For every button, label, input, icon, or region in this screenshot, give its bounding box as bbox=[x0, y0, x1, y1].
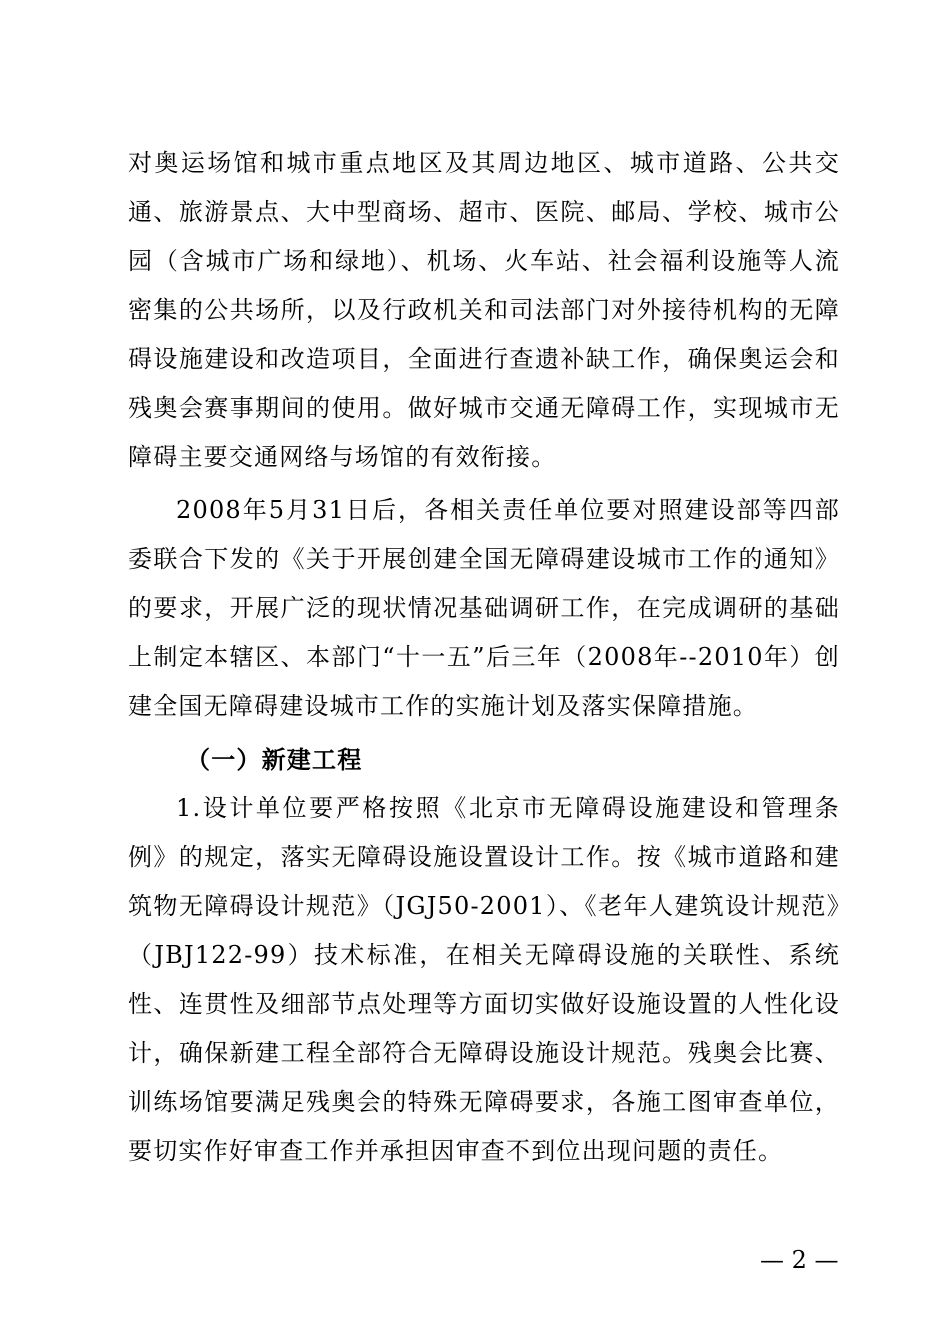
body-paragraph-1: 对奥运场馆和城市重点地区及其周边地区、城市道路、公共交通、旅游景点、大中型商场、超市、医院、邮局、学校、城市公园（含城市广场和绿地）、机场、火车站、社会福利设施等人流密集的公共场所，以及行政机关和司法部门对外接待机构的无障碍设施建设和改造项目，全面进行查遗补缺工作，确保奥运会和残奥会赛事期间的使用。做好城市交通无障碍工作，实现城市无障碍主要交通网络与场馆的有效衔接。 bbox=[128, 149, 840, 471]
section-heading: （一）新建工程 bbox=[186, 745, 363, 774]
page-number: — 2 — bbox=[760, 1246, 839, 1274]
body-paragraph-2: 2008年5月31日后，各相关责任单位要对照建设部等四部委联合下发的《关于开展创建全国无障碍建设城市工作的通知》的要求，开展广泛的现状情况基础调研工作，在完成调研的基础上制定本辖区、本部门“十一五”后三年（2008年--2010年）创建全国无障碍建设城市工作的实施计划及落实保障措施。 bbox=[128, 496, 840, 720]
body-paragraph-3: 1.设计单位要严格按照《北京市无障碍设施建设和管理条例》的规定，落实无障碍设施设置设计工作。按《城市道路和建筑物无障碍设计规范》（JGJ50-2001）、《老年人建筑设计规范》（JBJ122-99）技术标准，在相关无障碍设施的关联性、系统性、连贯性及细部节点处理等方面切实做好设施设置的人性化设计，确保新建工程全部符合无障碍设施设计规范。残奥会比赛、训练场馆要满足残奥会的特殊无障碍要求，各施工图审查单位，要切实作好审查工作并承担因审查不到位出现问题的责任。 bbox=[128, 794, 840, 1165]
